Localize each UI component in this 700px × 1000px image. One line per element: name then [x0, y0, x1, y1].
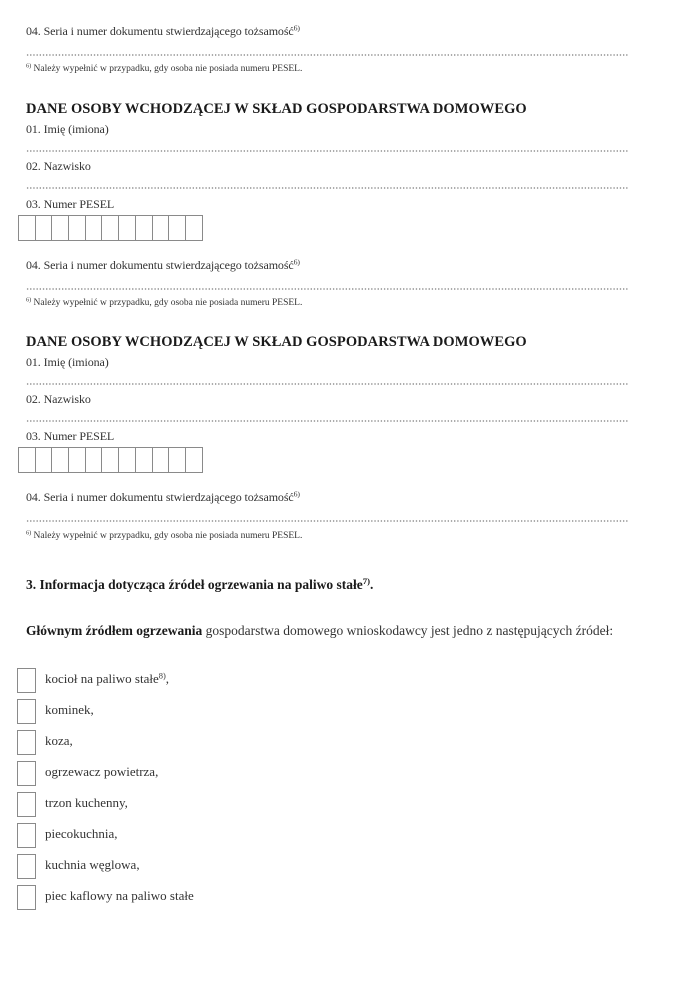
- first-name-field[interactable]: [26, 150, 628, 152]
- heating-option-checkbox[interactable]: [17, 885, 36, 910]
- pesel-digit-cell[interactable]: [169, 216, 186, 240]
- section-heading: DANE OSOBY WCHODZĄCEJ W SKŁAD GOSPODARSTWA DOMOWEGO: [26, 334, 527, 350]
- pesel-digit-cell[interactable]: [36, 448, 53, 472]
- footnote-mark: 6): [26, 63, 32, 70]
- identity-document-field[interactable]: [26, 520, 628, 522]
- heating-option-checkbox[interactable]: [17, 668, 36, 693]
- pesel-digit-cell[interactable]: [52, 216, 69, 240]
- heating-option-text: piecokuchnia,: [45, 826, 118, 841]
- identity-document-label: [26, 258, 300, 273]
- footnote-mark: 6): [26, 297, 32, 304]
- pesel-digit-cell[interactable]: [119, 216, 136, 240]
- identity-document-field[interactable]: [26, 54, 628, 56]
- pesel-digit-cell[interactable]: [69, 216, 86, 240]
- heating-option-checkbox[interactable]: [17, 730, 36, 755]
- pesel-digit-cell[interactable]: [19, 216, 36, 240]
- last-name-field[interactable]: [26, 420, 628, 422]
- identity-document-label: [26, 24, 300, 39]
- option-suffix: ,: [165, 671, 169, 686]
- heating-option-label[interactable]: [45, 733, 73, 749]
- pesel-digit-cell[interactable]: [36, 216, 53, 240]
- heating-option-label[interactable]: [45, 888, 194, 904]
- pesel-digit-cell[interactable]: [86, 216, 103, 240]
- pesel-digit-cell[interactable]: [153, 448, 170, 472]
- first-name-label: 01. Imię (imiona): [26, 355, 109, 369]
- footnote-ref: 6): [293, 489, 300, 499]
- footnote-pesel: [26, 298, 302, 308]
- last-name-label: 02. Nazwisko: [26, 159, 91, 173]
- section-3-title: [26, 577, 373, 593]
- footnote-text: Należy wypełnić w przypadku, gdy osoba nie posiada numeru PESEL.: [31, 298, 303, 308]
- pesel-label: 03. Numer PESEL: [26, 197, 115, 211]
- heating-option-checkbox[interactable]: [17, 699, 36, 724]
- identity-document-label: [26, 490, 300, 505]
- heating-option-checkbox[interactable]: [17, 792, 36, 817]
- intro-bold-text: Głównym źródłem ogrzewania: [26, 623, 203, 638]
- footnote-ref: 6): [293, 257, 300, 267]
- first-name-label: 01. Imię (imiona): [26, 122, 109, 136]
- footnote-pesel: [26, 64, 302, 74]
- heating-option-label[interactable]: [45, 671, 169, 687]
- identity-document-field[interactable]: [26, 288, 628, 290]
- heating-option-checkbox[interactable]: [17, 854, 36, 879]
- pesel-digit-cell[interactable]: [153, 216, 170, 240]
- pesel-digit-cell[interactable]: [69, 448, 86, 472]
- last-name-label: 02. Nazwisko: [26, 392, 91, 406]
- pesel-digit-cell[interactable]: [169, 448, 186, 472]
- section-heading: DANE OSOBY WCHODZĄCEJ W SKŁAD GOSPODARSTWA DOMOWEGO: [26, 101, 527, 117]
- pesel-label: 03. Numer PESEL: [26, 429, 115, 443]
- first-name-field[interactable]: [26, 383, 628, 385]
- heating-option-text: kuchnia węglowa,: [45, 857, 140, 872]
- identity-document-label-text: 04. Seria i numer dokumentu stwierdzającego tożsamość: [26, 490, 294, 504]
- pesel-digit-cell[interactable]: [19, 448, 36, 472]
- pesel-digit-cell[interactable]: [186, 448, 202, 472]
- pesel-digit-cell[interactable]: [136, 216, 153, 240]
- last-name-field[interactable]: [26, 187, 628, 189]
- pesel-digit-cell[interactable]: [136, 448, 153, 472]
- pesel-digit-cell[interactable]: [86, 448, 103, 472]
- pesel-digit-cell[interactable]: [102, 448, 119, 472]
- heating-option-label[interactable]: [45, 764, 158, 780]
- heating-option-label[interactable]: [45, 857, 140, 873]
- pesel-digit-cell[interactable]: [52, 448, 69, 472]
- identity-document-label-text: 04. Seria i numer dokumentu stwierdzającego tożsamość: [26, 258, 294, 272]
- heating-option-text: kocioł na paliwo stałe: [45, 671, 159, 686]
- section-3-title-text: 3. Informacja dotycząca źródeł ogrzewania na paliwo stałe: [26, 577, 363, 592]
- footnote-ref: 6): [293, 23, 300, 33]
- heating-option-text: kominek,: [45, 702, 94, 717]
- heating-option-label[interactable]: [45, 702, 94, 718]
- heating-option-text: koza,: [45, 733, 73, 748]
- footnote-mark: 6): [26, 530, 32, 537]
- pesel-digit-cell[interactable]: [102, 216, 119, 240]
- heating-option-checkbox[interactable]: [17, 823, 36, 848]
- pesel-digit-cell[interactable]: [186, 216, 202, 240]
- footnote-text: Należy wypełnić w przypadku, gdy osoba nie posiada numeru PESEL.: [31, 531, 303, 541]
- heating-source-intro: [26, 620, 646, 641]
- intro-text: gospodarstwa domowego wnioskodawcy jest jedno z następujących źródeł:: [202, 623, 614, 638]
- identity-document-label-text: 04. Seria i numer dokumentu stwierdzającego tożsamość: [26, 24, 294, 38]
- heating-option-label[interactable]: [45, 826, 118, 842]
- footnote-pesel: [26, 531, 302, 541]
- heating-option-label[interactable]: [45, 795, 128, 811]
- heating-option-checkbox[interactable]: [17, 761, 36, 786]
- heating-option-text: piec kaflowy na paliwo stałe: [45, 888, 194, 903]
- pesel-input-boxes[interactable]: [18, 447, 203, 473]
- heating-option-text: trzon kuchenny,: [45, 795, 128, 810]
- title-period: .: [370, 577, 374, 592]
- footnote-text: Należy wypełnić w przypadku, gdy osoba nie posiada numeru PESEL.: [31, 64, 303, 74]
- footnote-ref: 7): [362, 576, 371, 587]
- footnote-ref: 8): [158, 670, 166, 681]
- pesel-input-boxes[interactable]: [18, 215, 203, 241]
- heating-option-text: ogrzewacz powietrza,: [45, 764, 159, 779]
- pesel-digit-cell[interactable]: [119, 448, 136, 472]
